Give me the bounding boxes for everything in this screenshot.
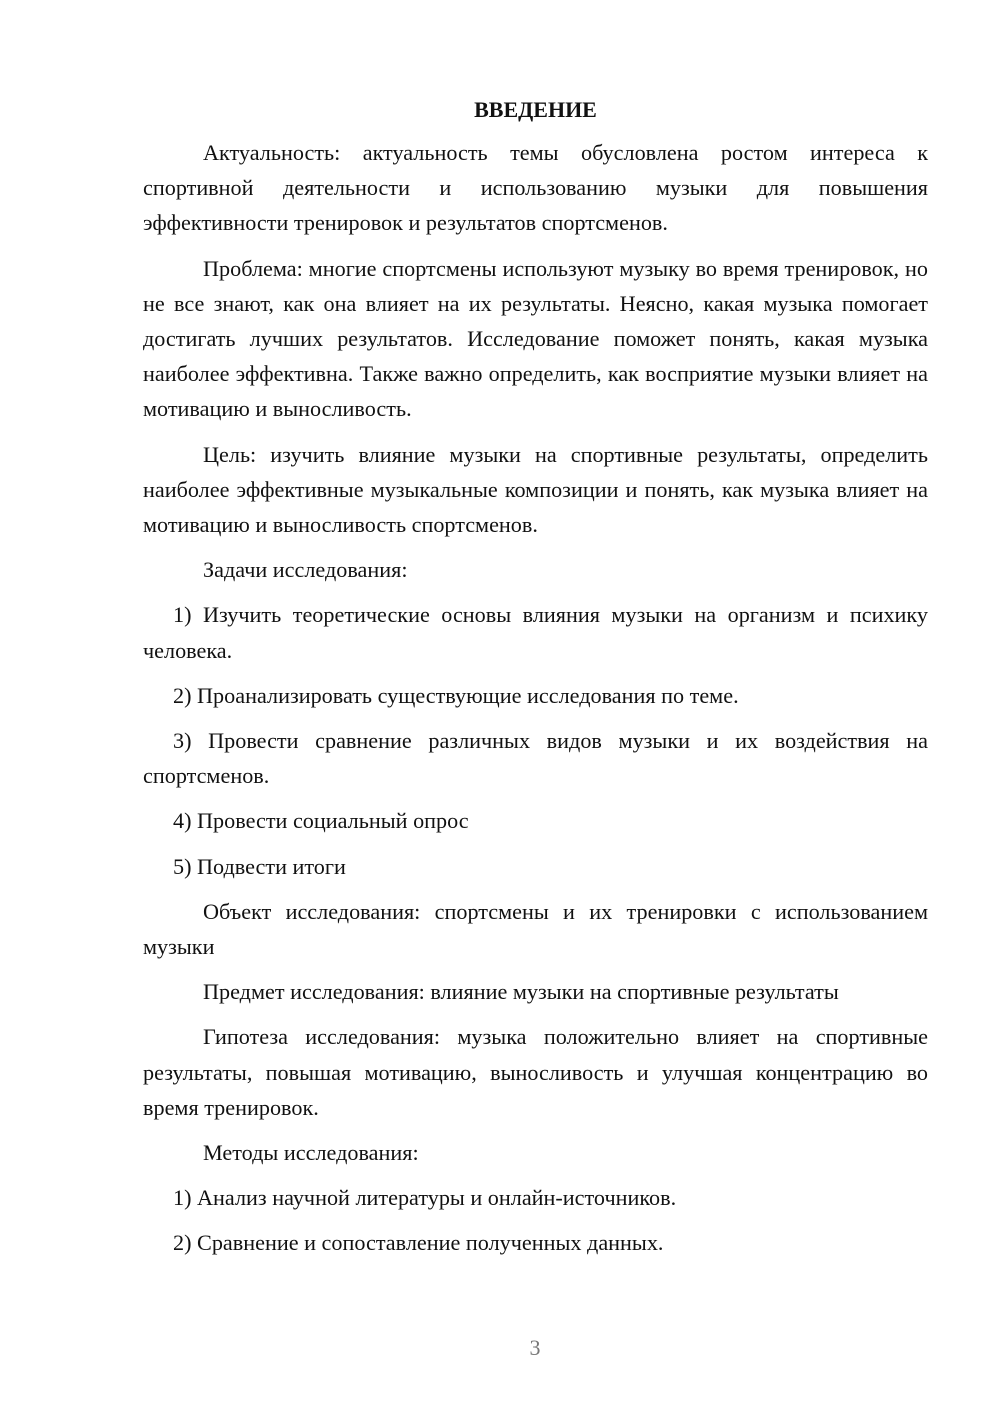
problem-paragraph: Проблема: многие спортсмены используют музыку во время тренировок, но не все знают, как она влияет на их результаты. Неясно, какая музыка помогает достигать лучших результатов. Исследование поможет понять, какая музыка наиболее эффективна. Также важно определить, как восприятие музыки влияет на мотивацию и выносливость. bbox=[143, 255, 928, 422]
method-item-1: 1) Анализ научной литературы и онлайн-источников. bbox=[173, 1185, 677, 1211]
goal-paragraph: Цель: изучить влияние музыки на спортивные результаты, определить наиболее эффективные музыкальные композиции и понять, как музыка влияет на мотивацию и выносливость спортсменов. bbox=[143, 441, 928, 538]
object-paragraph: Объект исследования: спортсмены и их тренировки с использованием музыки bbox=[143, 898, 928, 960]
methods-heading: Методы исследования: bbox=[203, 1140, 419, 1166]
task-item-4: 4) Провести социальный опрос bbox=[173, 808, 469, 834]
method-item-2: 2) Сравнение и сопоставление полученных данных. bbox=[173, 1230, 664, 1256]
tasks-heading: Задачи исследования: bbox=[203, 557, 408, 583]
page-content bbox=[143, 92, 928, 1271]
task-item-1: 1) Изучить теоретические основы влияния музыки на организм и психику человека. bbox=[143, 602, 928, 663]
subject-paragraph: Предмет исследования: влияние музыки на спортивные результаты bbox=[203, 979, 839, 1005]
page-title: ВВЕДЕНИЕ bbox=[474, 97, 597, 122]
task-item-3: 3) Провести сравнение различных видов музыки и их воздействия на спортсменов. bbox=[143, 728, 928, 789]
task-item-2: 2) Проанализировать существующие исследования по теме. bbox=[173, 682, 739, 708]
page-number: 3 bbox=[529, 1335, 541, 1360]
task-item-5: 5) Подвести итоги bbox=[173, 853, 346, 879]
hypothesis-paragraph: Гипотеза исследования: музыка положительно влияет на спортивные результаты, повышая мотивацию, выносливость и улучшая концентрацию во время тренировок. bbox=[143, 1024, 928, 1120]
relevance-paragraph: Актуальность: актуальность темы обусловлена ростом интереса к спортивной деятельности и использованию музыки для повышения эффективности тренировок и результатов спортсменов. bbox=[143, 140, 928, 236]
